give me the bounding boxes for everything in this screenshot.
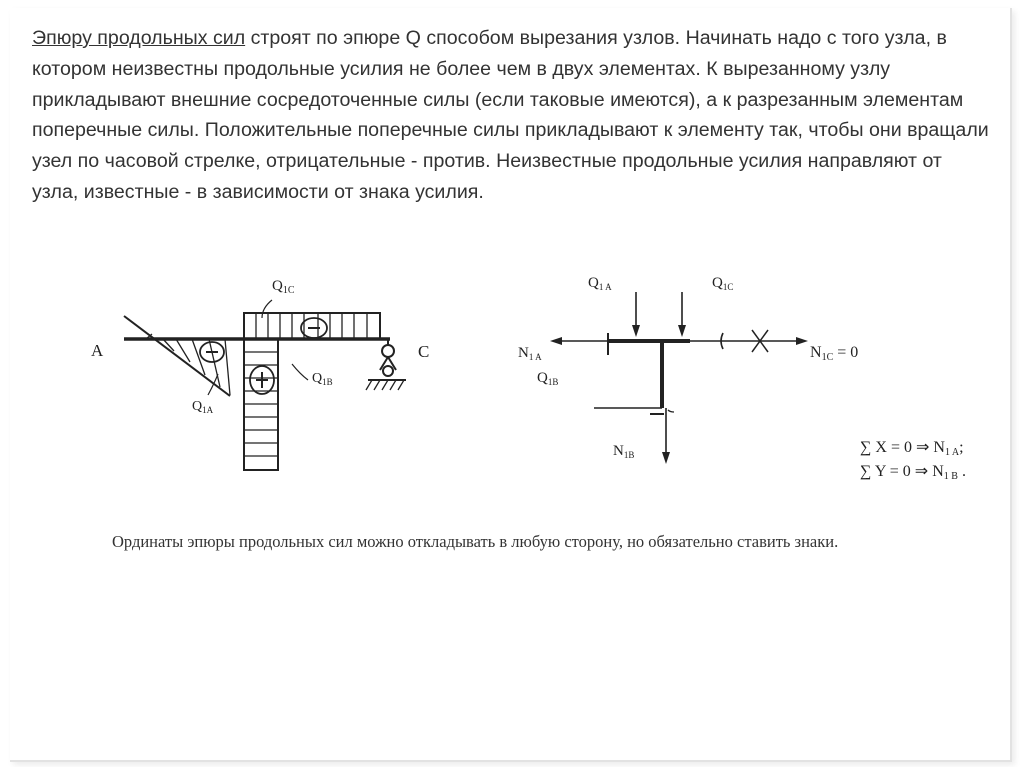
left-frame — [124, 300, 406, 470]
label-n1a: $N_{1 A}$ — [518, 345, 542, 362]
note-text: Ординаты эпюры продольных сил можно откладывать в любую сторону, но обязательно ставить знаки. — [112, 532, 839, 551]
label-n1c: N1C = 0 — [810, 344, 859, 363]
label-q1c-left: $Q_{1C}$ — [272, 278, 295, 296]
equation-x: ∑ X = 0 ⇒ N1 A; — [860, 439, 964, 458]
q1c-epure — [244, 313, 380, 339]
label-q1b-right: $Q_{1B}$ — [537, 370, 559, 387]
node-free-body — [550, 292, 808, 464]
intro-lead: Эпюру продольных сил — [32, 27, 246, 49]
label-a: A — [91, 341, 104, 360]
label-q1b-left: $Q_{1B}$ — [312, 371, 333, 387]
label-q1a-left: $Q_{1A}$ — [192, 399, 214, 415]
note-paragraph — [34, 529, 994, 554]
intro-body: строят по эпюре Q способом вырезания узлов. Начинать надо с того узла, в котором неизвестны продольные усилия не более чем в двух элементах. К вырезанному узлу прикладывают внешние сосредоточенные силы (если таковые имеются), а к разрезанным элементам поперечные силы. Положительные поперечные силы прикладывают к элементу так, чтобы они вращали узел по часовой стрелке, отрицательные - против. Неизвестные продольные усилия направляют от узла, известные - в зависимости от знака усилия. — [32, 27, 989, 203]
label-q1c-right: $Q_{1C}$ — [712, 275, 734, 292]
label-n1b: $N_{1B}$ — [613, 443, 635, 460]
q1b-epure — [244, 339, 278, 470]
label-c: C — [418, 342, 430, 361]
equation-y: ∑ Y = 0 ⇒ N1 B . — [860, 463, 966, 482]
support-c — [366, 339, 406, 390]
right-labels — [518, 275, 966, 482]
label-q1a-right: $Q_{1 A}$ — [588, 275, 612, 292]
